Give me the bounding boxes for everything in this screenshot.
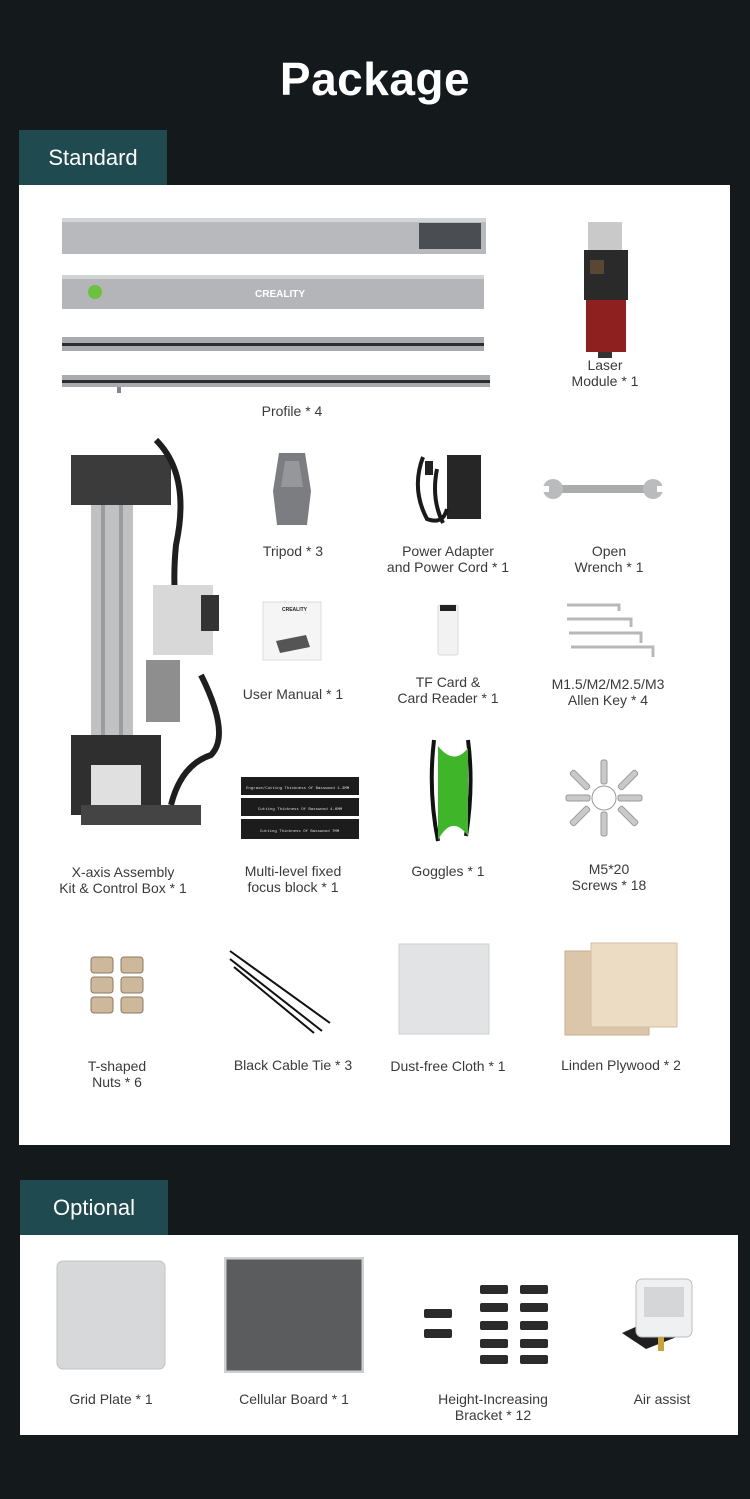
focus-block-caption: Multi-level fixed focus block * 1 (244, 863, 342, 895)
tab-optional (20, 1180, 168, 1235)
focus-label-1: Engrave/Cutting Thickness Of Basswood 1-3MM (246, 787, 350, 791)
cloth-caption: Dust-free Cloth * 1 (390, 1058, 506, 1074)
screws-caption: M5*20 Screws * 18 (571, 861, 647, 893)
tf-card-image (436, 603, 460, 657)
tab-standard-label: Standard (48, 144, 138, 170)
bracket-caption: Height-Increasing Bracket * 12 (438, 1391, 548, 1423)
manual-brand: CREALITY (282, 607, 307, 613)
air-assist-caption: Air assist (633, 1391, 691, 1407)
tripod-image (267, 451, 317, 527)
user-manual-image (262, 601, 322, 661)
tab-optional-label: Optional (53, 1194, 135, 1220)
bracket-image (410, 1283, 560, 1367)
grid-plate-image (56, 1260, 166, 1370)
optional-panel (20, 1235, 738, 1435)
laser-module-caption: Laser Module * 1 (571, 357, 639, 389)
cable-tie-caption: Black Cable Tie * 3 (233, 1057, 353, 1073)
laser-module-image (582, 220, 632, 360)
t-nuts-caption: T-shaped Nuts * 6 (87, 1058, 147, 1090)
plywood-image (563, 941, 679, 1037)
focus-label-2: Cutting Thickness Of Basswood 4-6MM (258, 808, 343, 812)
x-axis-caption: X-axis Assembly Kit & Control Box * 1 (59, 864, 187, 896)
air-assist-image (616, 1273, 706, 1357)
cellular-board-caption: Cellular Board * 1 (239, 1391, 349, 1407)
tf-card-caption: TF Card & Card Reader * 1 (397, 674, 499, 706)
profile-image (59, 215, 494, 393)
x-axis-assembly-image (61, 435, 236, 835)
goggles-image (428, 736, 476, 846)
power-adapter-caption: Power Adapter and Power Cord * 1 (386, 543, 510, 575)
cellular-board-image (224, 1257, 364, 1373)
t-nuts-image (89, 955, 149, 1017)
goggles-caption: Goggles * 1 (411, 863, 485, 879)
focus-label-3: Cutting Thickness Of Basswood 7MM (260, 830, 340, 834)
focus-block-image (240, 775, 360, 841)
allen-key-caption: M1.5/M2/M2.5/M3 Allen Key * 4 (551, 676, 665, 708)
page-title: Package (279, 53, 471, 105)
tripod-caption: Tripod * 3 (262, 543, 324, 559)
power-adapter-image (403, 449, 493, 529)
cable-tie-image (226, 947, 336, 1037)
tab-standard (19, 130, 167, 185)
user-manual-caption: User Manual * 1 (242, 686, 344, 702)
profile-caption: Profile * 4 (261, 403, 323, 419)
allen-key-image (563, 599, 659, 659)
screws-image (564, 758, 644, 838)
standard-panel (19, 185, 730, 1145)
wrench-image (541, 477, 665, 501)
plywood-caption: Linden Plywood * 2 (561, 1057, 681, 1073)
dust-free-cloth-image (398, 943, 490, 1035)
profile-brand: CREALITY (255, 289, 305, 300)
wrench-caption: Open Wrench * 1 (574, 543, 644, 575)
grid-plate-caption: Grid Plate * 1 (69, 1391, 153, 1407)
